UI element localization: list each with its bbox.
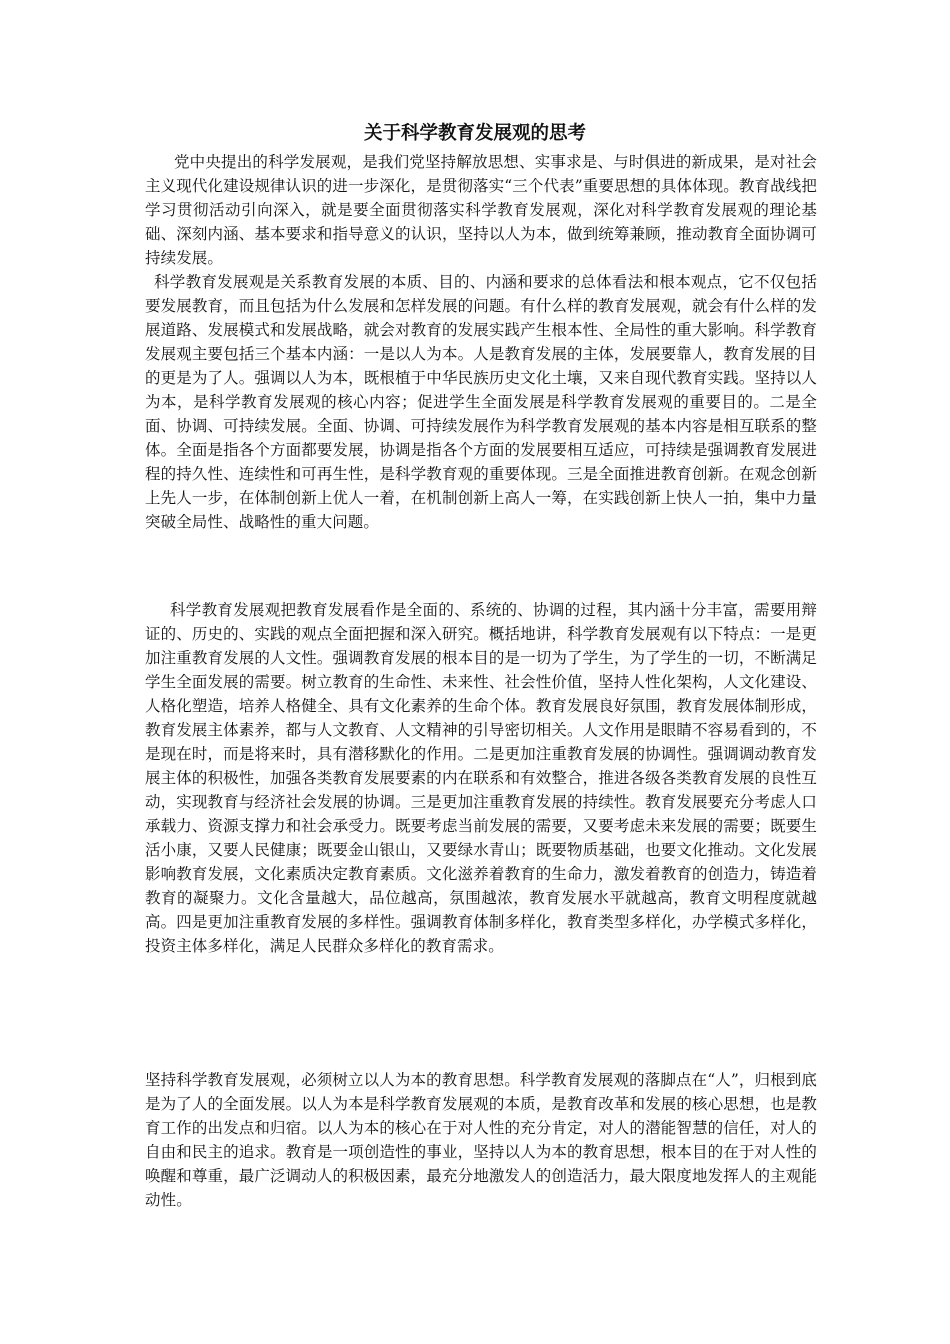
document-title: 关于科学教育发展观的思考	[363, 123, 586, 144]
paragraph-2: 科学教育发展观是关系教育发展的本质、目的、内涵和要求的总体看法和根本观点，它不仅包括要发展教育，而且包括为什么发展和怎样发展的问题。有什么样的教育发展观，就会有什么样的发展道路、发展模式和发展战略，就会对教育的发展实践产生根本性、全局性的重大影响。科学教育发展观主要包括三个基本内涵：一是以人为本。人是教育发展的主体，发展要靠人，教育发展的目的更是为了人。强调以人为本，既根植于中华民族历史文化土壤，又来自现代教育实践。坚持以人为本，是科学教育发展观的核心内容；促进学生全面发展是科学教育发展观的重要目的。二是全面、协调、可持续发展。全面、协调、可持续发展作为科学教育发展观的基本内容是相互联系的整体。全面是指各个方面都要发展，协调是指各个方面的发展要相互适应，可持续是强调教育发展进程的持久性、连续性和可再生性，是科学教育观的重要体现。三是全面推进教育创新。在观念创新上先人一步，在体制创新上优人一着，在机制创新上高人一筹，在实践创新上快人一拍，集中力量突破全局性、战略性的重大问题。	[145, 273, 817, 531]
paragraph-1: 党中央提出的科学发展观，是我们党坚持解放思想、实事求是、与时俱进的新成果，是对社会主义现代化建设规律认识的进一步深化，是贯彻落实“三个代表”重要思想的具体体现。教育战线把学习贯彻活动引向深入，就是要全面贯彻落实科学教育发展观，深化对科学教育发展观的理论基础、深刻内涵、基本要求和指导意义的认识，坚持以人为本，做到统筹兼顾，推动教育全面协调可持续发展。	[145, 153, 817, 267]
paragraph-4: 坚持科学教育发展观，必须树立以人为本的教育思想。科学教育发展观的落脚点在“人”，归根到底是为了人的全面发展。以人为本是科学教育发展观的本质，是教育改革和发展的核心思想，也是教育工作的出发点和归宿。以人为本的核心在于对人性的充分肯定，对人的潜能智慧的信任，对人的自由和民主的追求。教育是一项创造性的事业，坚持以人为本的教育思想，根本目的在于对人性的唤醒和尊重，最广泛调动人的积极因素，最充分地激发人的创造活力，最大限度地发挥人的主观能动性。	[145, 1071, 817, 1209]
paragraph-3: 科学教育发展观把教育发展看作是全面的、系统的、协调的过程，其内涵十分丰富，需要用辩证的、历史的、实践的观点全面把握和深入研究。概括地讲，科学教育发展观有以下特点：一是更加注重教育发展的人文性。强调教育发展的根本目的是一切为了学生，为了学生的一切，不断满足学生全面发展的需要。树立教育的生命性、未来性、社会性价值，坚持人性化架构，人文化建设、人格化塑造，培养人格健全、具有文化素养的生命个体。教育发展良好氛围，教育发展体制形成，教育发展主体素养，都与人文教育、人文精神的引导密切相关。人文作用是眼睛不容易看到的，不是现在时，而是将来时，具有潜移默化的作用。二是更加注重教育发展的协调性。强调调动教育发展主体的积极性，加强各类教育发展要素的内在联系和有效整合，推进各级各类教育发展的良性互动，实现教育与经济社会发展的协调。三是更加注重教育发展的持续性。教育发展要充分考虑人口承载力、资源支撑力和社会承受力。既要考虑当前发展的需要，又要考虑未来发展的需要；既要生活小康，又要人民健康；既要金山银山，又要绿水青山；既要物质基础，也要文化推动。文化发展影响教育发展，文化素质决定教育素质。文化滋养着教育的生命力，激发着教育的创造力，铸造着教育的凝聚力。文化含量越大，品位越高，氛围越浓，教育发展水平就越高，教育文明程度就越高。四是更加注重教育发展的多样性。强调教育体制多样化，教育类型多样化，办学模式多样化，投资主体多样化，满足人民群众多样化的教育需求。	[145, 601, 817, 955]
